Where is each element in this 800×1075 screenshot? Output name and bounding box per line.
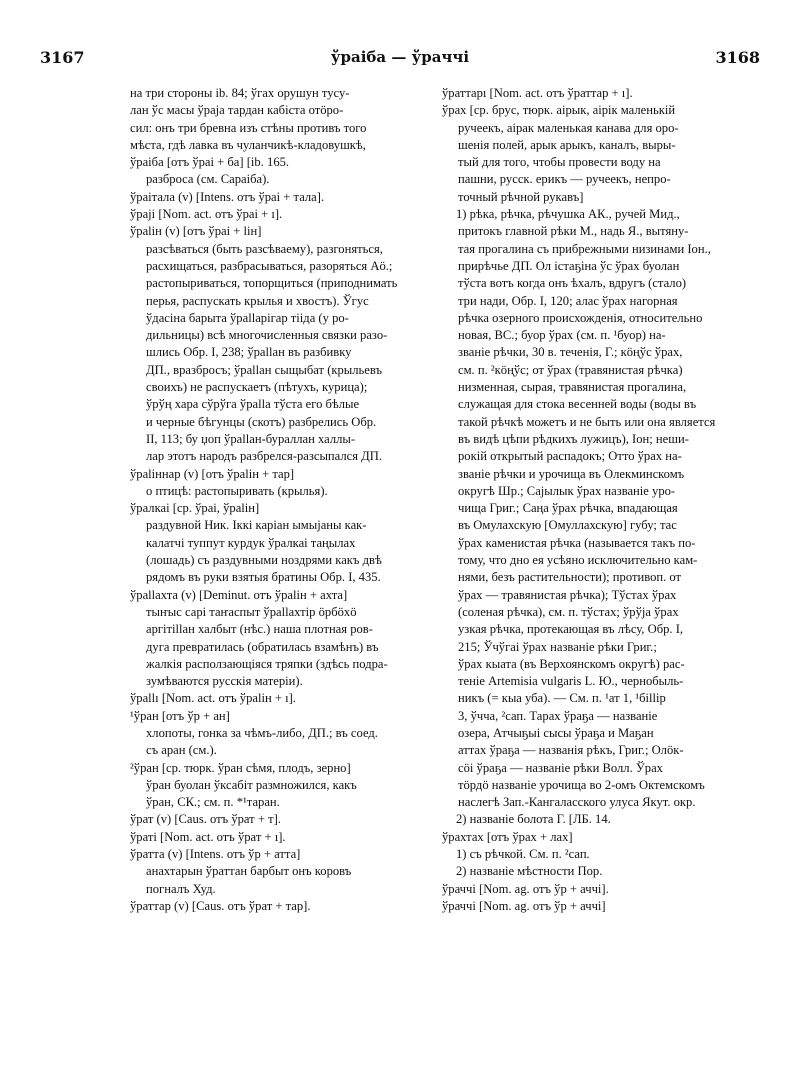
dictionary-line: три нади, Обр. I, 120; алас ўрах нагорная — [458, 293, 678, 308]
dictionary-line: сӧі ўраҕа — названіе рѣки Волл. Ўрах — [458, 760, 663, 775]
dictionary-line: званіе рѣчки, 30 в. теченія, Г.; кӧңўс ўрах, — [458, 345, 683, 360]
dictionary-line: чища Григ.; Саңа ўрах рѣчка, впадающая — [458, 501, 678, 516]
dictionary-line: служащая для стока весенней воды (воды въ — [458, 397, 697, 412]
dictionary-line: ўраттар (v) [Caus. отъ ўрат + тар]. — [130, 898, 311, 913]
dictionary-line: растопыриваться, топорщиться (приподнимать — [146, 276, 398, 291]
dictionary-line: о птицѣ: растопыривать (крылья). — [146, 483, 328, 498]
dictionary-line: разсѣваться (быть разсѣваему), разгоняться, — [146, 241, 383, 256]
dictionary-line: ўран, СК.; см. п. *¹таран. — [146, 795, 280, 810]
dictionary-line: низменная, сырая, травянистая прогалина, — [458, 380, 687, 395]
dictionary-line: шлись Обр. I, 238; ўраllан въ разбивку — [146, 345, 352, 360]
dictionary-line: лар этотъ народъ разбрелся-разсыпался ДП. — [146, 449, 383, 464]
dictionary-line: тыҥыс сарі таҥаспыт ўраllахтір ӧрбӧхӧ — [146, 604, 357, 619]
dictionary-line: съ аран (см.). — [146, 743, 217, 758]
dictionary-line: своихъ) не распускаетъ (пѣтухъ, курица); — [146, 380, 368, 395]
dictionary-line: рѣчка озерного происхожденія, относительно — [458, 310, 703, 325]
dictionary-line: II, 113; бу џоп ўраllан-бураллан халлы- — [146, 431, 356, 446]
running-title: ўраіба — ўраччі — [330, 48, 470, 66]
dictionary-line: жалкія расползающіяся тряпки (здѣсь подра- — [146, 656, 388, 671]
dictionary-line: ўраjі [Nom. act. отъ ўраі + ı]. — [130, 207, 283, 222]
dictionary-line: званіе рѣчки и урочища въ Олекминскомъ — [458, 466, 685, 481]
dictionary-line: новая, ВС.; буор ўрах (см. п. ¹буор) на- — [458, 328, 666, 343]
dictionary-line: прирѣчье ДП. Ол істаҕіна ўс ўрах буолан — [458, 258, 680, 273]
dictionary-line: ўрат (v) [Caus. отъ ўрат + т]. — [130, 812, 281, 827]
dictionary-line: ўрахтах [отъ ўрах + лах] — [442, 829, 573, 844]
dictionary-line: мѣста, гдѣ лавка въ чуланчикѣ-кладовушкѣ, — [130, 137, 366, 152]
dictionary-line: ўраllахта (v) [Deminut. отъ ўраlін + ахта] — [130, 587, 348, 602]
dictionary-line: ўрўң хара сўрўга ўраllа тўста его бѣлые — [146, 397, 360, 412]
dictionary-line: ўраlіннар (v) [отъ ўраlін + тар] — [130, 466, 295, 481]
dictionary-line: 2) названіе болота Г. [ЛБ. 14. — [456, 812, 611, 827]
dictionary-line: (соленая рѣчка), см. п. тўстах; ўрўја ўрах — [458, 604, 679, 619]
dictionary-line: см. п. ²кӧңўс; от ўрах (травянистая рѣчка) — [458, 362, 683, 377]
dictionary-line: ўрах каменистая рѣчка (называется такъ по- — [458, 535, 696, 550]
dictionary-line: ўраlін (v) [отъ ўраі + lін] — [130, 224, 262, 239]
dictionary-line: въ Омулахскую [Омуллахскую] губу; тас — [458, 518, 677, 533]
dictionary-line: ўран буолан ўксабіт размножился, какъ — [146, 777, 357, 792]
dictionary-line: ўраттарı [Nom. act. отъ ўраттар + ı]. — [442, 86, 633, 100]
dictionary-line: лан ўс масы ўраја тардан кабіста отӧро- — [130, 103, 344, 118]
dictionary-line: ўраті [Nom. act. отъ ўрат + ı]. — [130, 829, 286, 844]
dictionary-line: ўрах — травянистая рѣчка); Тўстах ўрах — [458, 587, 677, 602]
dictionary-line: округѣ Шр.; Сајылык ўрах названіе уро- — [458, 483, 676, 498]
dictionary-line: ўраllı [Nom. act. отъ ўраlін + ı]. — [130, 691, 296, 706]
dictionary-line: тӧрдӧ названіе урочища во 2-омъ Октемскомъ — [458, 777, 705, 792]
dictionary-line: 1) рѣка, рѣчка, рѣчушка АК., ручей Мид., — [456, 207, 680, 222]
dictionary-line: точный рѣчной рукавъ] — [458, 189, 584, 204]
dictionary-line: никъ (= кыа уба). — См. п. ¹ат 1, ¹біllір — [458, 691, 666, 706]
dictionary-line: тый для того, чтобы провести воду на — [458, 155, 661, 170]
dictionary-line: ручеекъ, аірак маленькая канава для оро- — [458, 120, 679, 135]
dictionary-line: узкая рѣчка, протекающая въ лѣсу, Обр. I, — [458, 622, 684, 637]
dictionary-line: (лошадь) съ раздувными ноздрями какъ двѣ — [146, 553, 382, 568]
dictionary-line: зумѣваются русскія матеріи). — [146, 674, 303, 689]
dictionary-line: дильницы) всѣ многочисленныя связки разо- — [146, 328, 388, 343]
dictionary-line: дуга превратилась (обратилась взамѣнъ) въ — [146, 639, 379, 654]
left-column — [130, 85, 438, 915]
dictionary-line: аттах ўраҕа — названія рѣкъ, Григ.; Олӧк- — [458, 743, 684, 758]
dictionary-line: расхищаться, разбрасываться, разоряться Аӧ.; — [146, 258, 393, 273]
dictionary-line: ўраччі [Nom. ag. отъ ўр + аччі]. — [442, 881, 609, 896]
dictionary-line: и черные бѣгунцы (скотъ) разбрелись Обр. — [146, 414, 377, 429]
dictionary-line: на три стороны ib. 84; ўгах орушун тусу- — [130, 86, 350, 100]
dictionary-line: рядомъ въ руки взятыя братины Обр. I, 435. — [146, 570, 381, 585]
dictionary-line: ўдасіна барыта ўраllарігар тііда (у ро- — [146, 310, 349, 325]
right-column — [442, 85, 772, 915]
dictionary-line: сил: онъ три бревна изъ стѣны противъ того — [130, 120, 367, 135]
dictionary-line: раздувной Ник. Іккі каріан ымыјаны как- — [146, 518, 367, 533]
dictionary-line: ўрах кыата (въ Верхоянскомъ округѣ) рас- — [458, 656, 685, 671]
dictionary-line: 3, ўчча, ²сап. Тарах ўраҕа — названіе — [458, 708, 658, 723]
dictionary-line: ўраітала (v) [Intens. отъ ўраі + тала]. — [130, 189, 325, 204]
dictionary-line: тая прогалина съ прибрежными низинами Іон., — [458, 241, 711, 256]
dictionary-line: ДП., вразбросъ; ўраllан сыщыбат (крыльевъ — [146, 362, 383, 377]
dictionary-line: озера, Атчыҕыі сысы ўраҕа и Маҕан — [458, 725, 654, 740]
dictionary-line: наслегѣ Зап.-Кангаласского улуса Якут. окр. — [458, 795, 696, 810]
dictionary-line: въ видѣ цѣпи рѣдкихъ лужицъ), Іон; неши- — [458, 431, 689, 446]
dictionary-line: тому, что дно ея усѣяно исключительно кам- — [458, 553, 698, 568]
page-number-right: 3168 — [715, 48, 760, 67]
dictionary-line: ўралкаі [ср. ўраі, ўраlін] — [130, 501, 260, 516]
dictionary-line: анахтарын ўраттан барбыт онъ коровъ — [146, 864, 352, 879]
dictionary-line: теніе Artemisia vulgaris L. Ю., чернобыль- — [458, 674, 684, 689]
dictionary-line: 215; Ўчўгаі ўрах названіе рѣки Григ.; — [458, 639, 657, 654]
dictionary-line: ²ўран [ср. тюрк. ўран сѣмя, плодъ, зерно] — [130, 760, 351, 775]
dictionary-line: хлопоты, гонка за чѣмъ-либо, ДП.; въ соед. — [146, 725, 378, 740]
dictionary-line: 2) названіе мѣстности Пор. — [456, 864, 603, 879]
dictionary-line: такой рѣчкѣ можетъ и не быть или она является — [458, 414, 716, 429]
dictionary-line: рокій открытый распадокъ; Отто ўрах на- — [458, 449, 682, 464]
dictionary-line: аргітіllан халбыт (нѣс.) наша плотная ров- — [146, 622, 373, 637]
dictionary-line: пашни, русск. ерикъ — ручеекъ, непро- — [458, 172, 671, 187]
dictionary-line: погналъ Худ. — [146, 881, 216, 896]
dictionary-line: 1) съ рѣчкой. См. п. ²сап. — [456, 847, 590, 862]
dictionary-line: притокъ главной рѣки М., надь Я., вытяну- — [458, 224, 689, 239]
page-number-left: 3167 — [40, 48, 85, 67]
dictionary-line: перья, распускать крылья и хвостъ). Ўгус — [146, 293, 369, 308]
dictionary-line: калатчі туппут курдук ўралкаі таңылах — [146, 535, 356, 550]
dictionary-line: тўста вотъ когда онъ ѣхалъ, вдругъ (стало) — [458, 276, 687, 291]
dictionary-line: разброса (см. Сараіба). — [146, 172, 270, 187]
dictionary-line: ўраччі [Nom. ag. отъ ўр + аччі] — [442, 898, 606, 913]
dictionary-line: нями, безъ растительности); противоп. от — [458, 570, 682, 585]
dictionary-line: ўратта (v) [Intens. отъ ўр + атта] — [130, 847, 301, 862]
page-header — [0, 48, 800, 72]
dictionary-line: ўраіба [отъ ўраі + ба] [ib. 165. — [130, 155, 290, 170]
dictionary-line: шенія полей, арык арыкъ, каналъ, выры- — [458, 137, 676, 152]
dictionary-line: ¹ўран [отъ ўр + ан] — [130, 708, 230, 723]
dictionary-line: ўрах [ср. брус, тюрк. аірык, аірік маленькій — [442, 103, 676, 118]
